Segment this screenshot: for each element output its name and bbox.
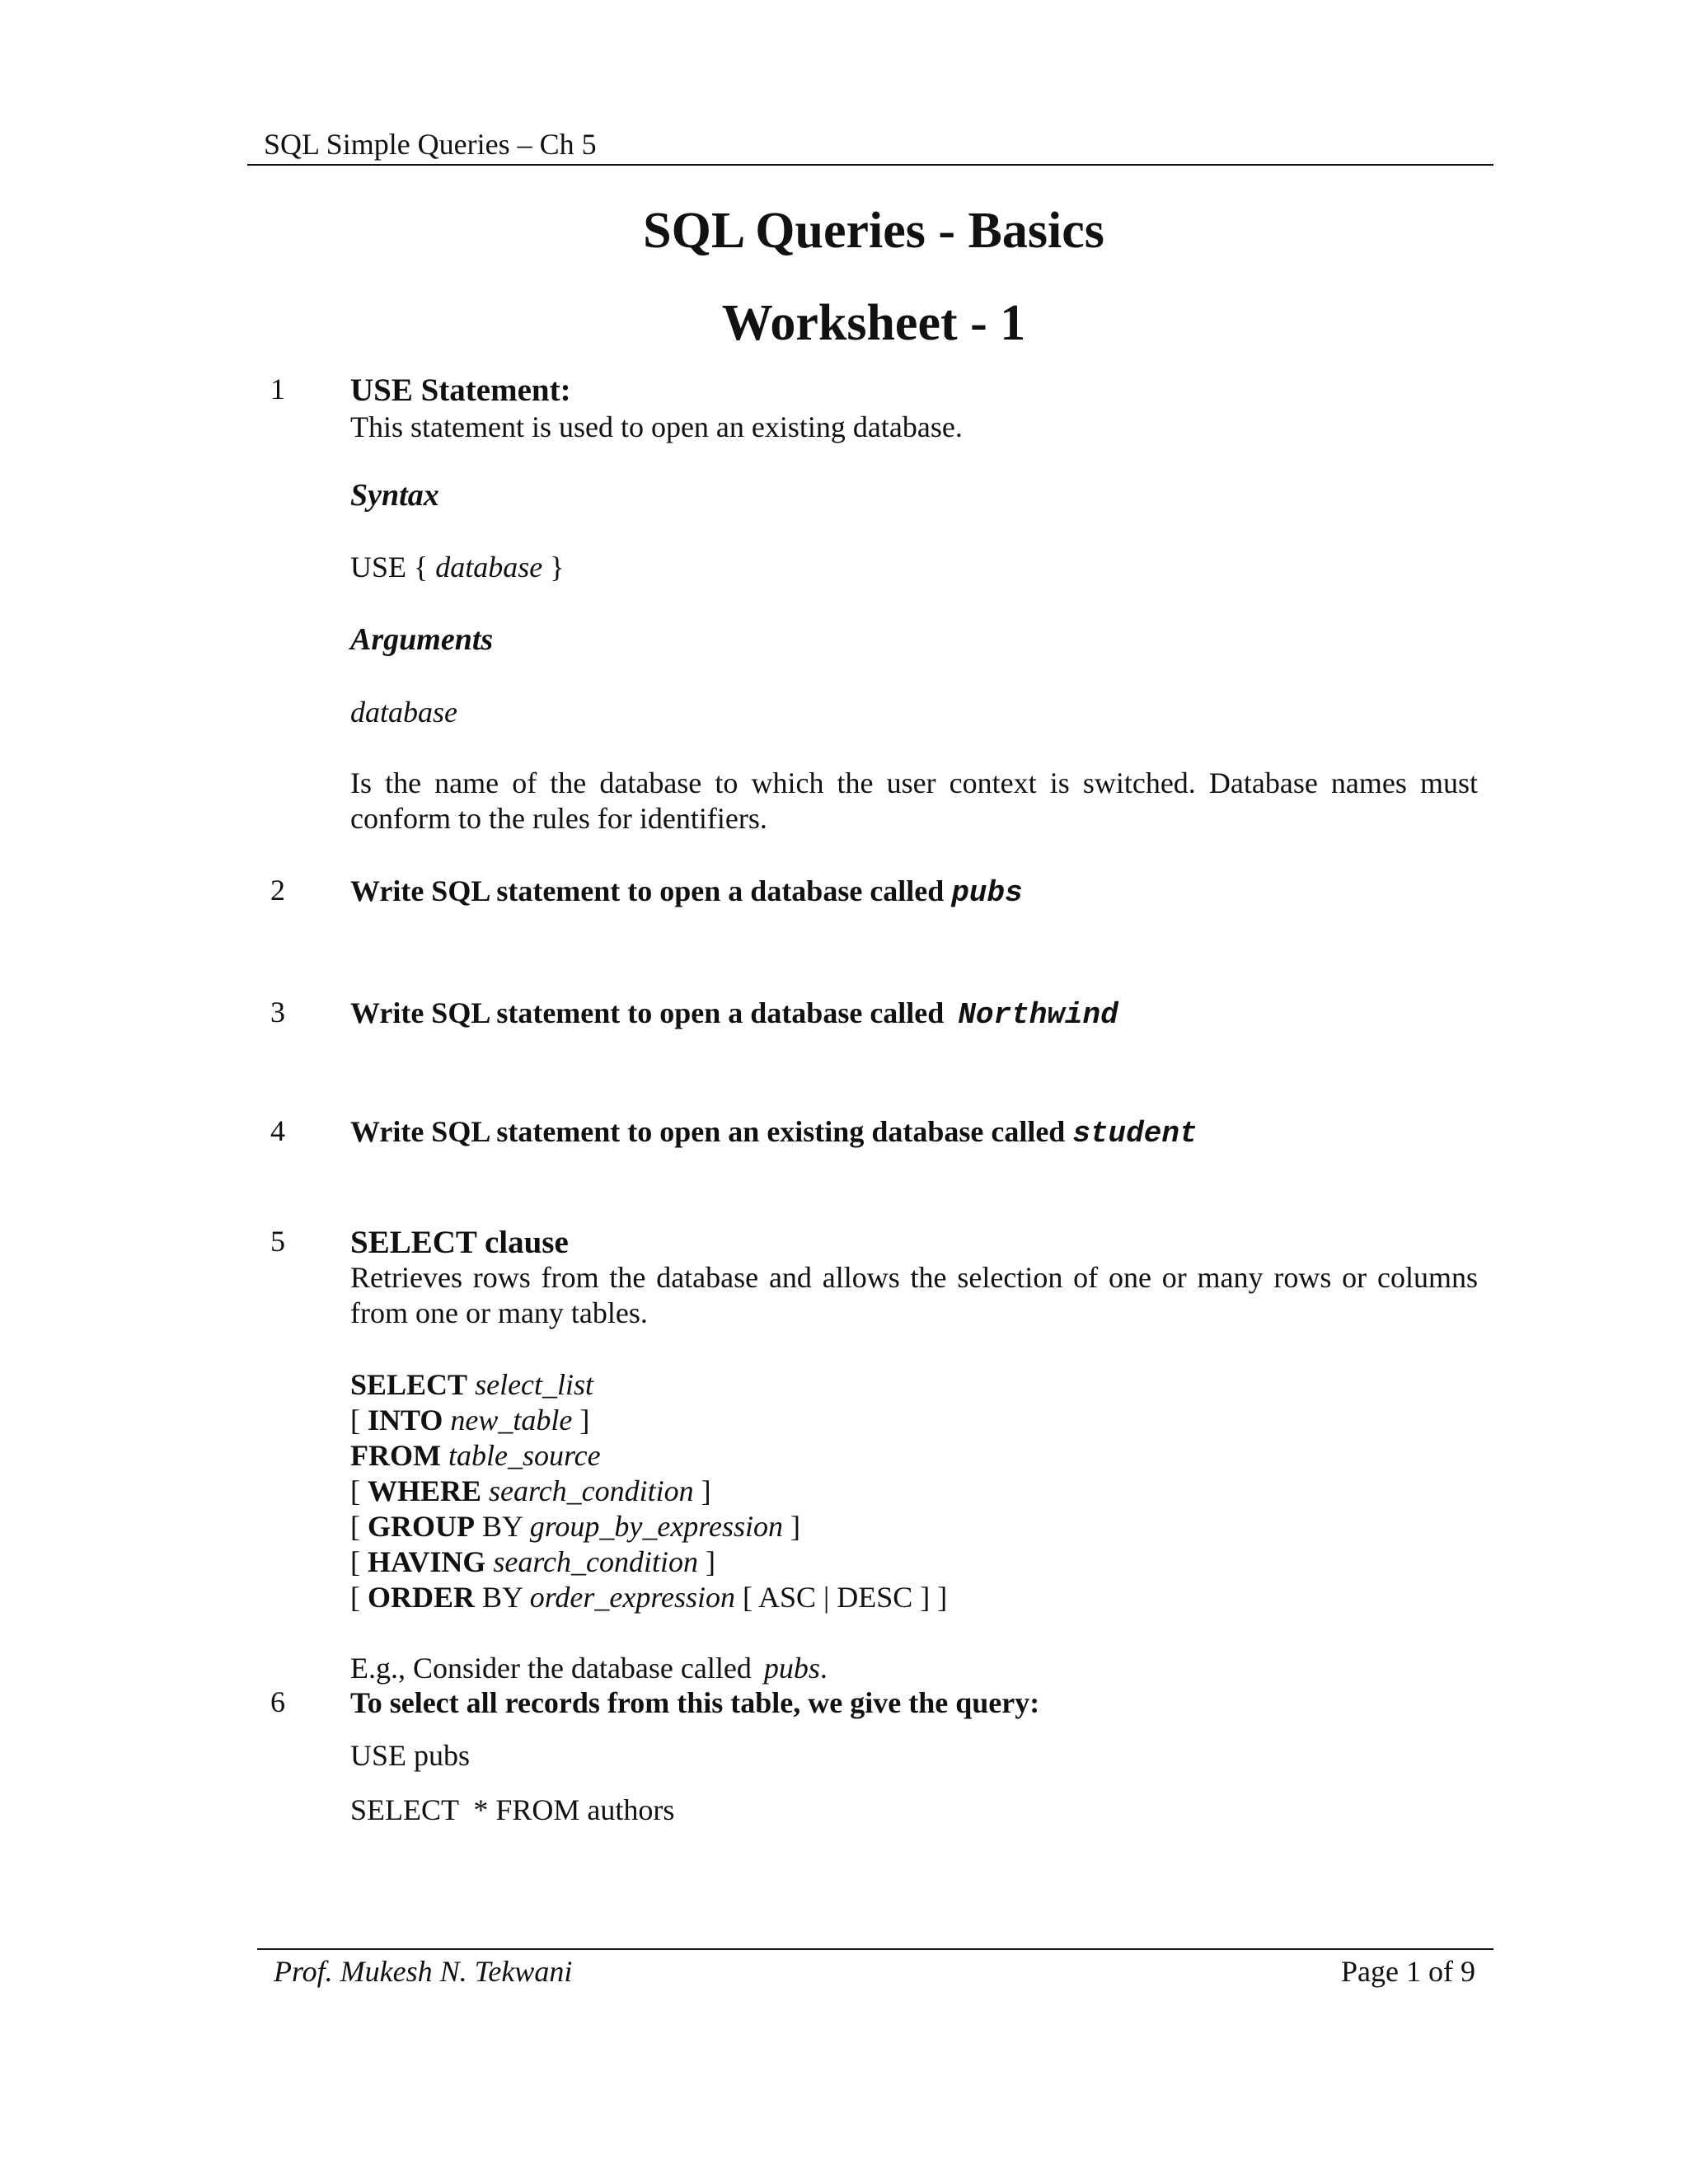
- item2-question: [350, 873, 1023, 912]
- select-syntax-line: [ GROUP BY group_by_expression ]: [350, 1510, 800, 1543]
- item4-text: Write SQL statement to open an existing database called: [350, 1115, 1066, 1148]
- footer-author: Prof. Mukesh N. Tekwani: [274, 1955, 573, 1988]
- use-syntax-open: {: [414, 551, 429, 583]
- syntax-keyword: SELECT: [350, 1368, 468, 1401]
- item-number-1: 1: [270, 373, 285, 405]
- item-number-2: 2: [270, 874, 285, 907]
- item5-description: Retrieves rows from the database and allows the selection of one or many rows or columns from one or many tables.: [350, 1261, 1478, 1329]
- argument-name: database: [350, 696, 457, 729]
- item-number-4: 4: [270, 1114, 285, 1147]
- use-syntax-keyword: USE: [350, 551, 407, 583]
- item2-db-name: pubs: [951, 876, 1023, 910]
- arguments-heading: Arguments: [350, 622, 494, 657]
- select-syntax-line: [ INTO new_table ]: [350, 1404, 590, 1436]
- item1-description: This statement is used to open an existing database.: [350, 410, 963, 443]
- select-syntax-line: [ ORDER BY order_expression [ ASC | DESC ] ]: [350, 1581, 948, 1614]
- use-syntax: [350, 549, 565, 585]
- example-intro: E.g., Consider the database called: [350, 1652, 752, 1685]
- example-line: [350, 1650, 828, 1686]
- code-line-use: USE pubs: [350, 1739, 471, 1772]
- syntax-keyword: FROM: [350, 1439, 441, 1472]
- syntax-argument: search_condition: [489, 1474, 694, 1507]
- footer-page-number: Page 1 of 9: [1341, 1955, 1475, 1988]
- header-rule: [247, 164, 1493, 166]
- syntax-heading: Syntax: [350, 478, 439, 513]
- syntax-keyword: ORDER: [368, 1581, 476, 1614]
- item-number-6: 6: [270, 1685, 285, 1718]
- item5-heading: SELECT clause: [350, 1225, 569, 1260]
- syntax-argument: order_expression: [529, 1581, 735, 1614]
- syntax-argument: search_condition: [493, 1545, 698, 1578]
- item-number-5: 5: [270, 1225, 285, 1258]
- footer-rule: [257, 1948, 1493, 1950]
- syntax-keyword: HAVING: [368, 1545, 486, 1578]
- syntax-argument: new_table: [450, 1404, 573, 1436]
- syntax-argument: select_list: [475, 1368, 594, 1401]
- use-syntax-close: }: [550, 551, 565, 583]
- item6-heading: To select all records from this table, we give the query:: [350, 1686, 1040, 1719]
- item4-question: [350, 1113, 1198, 1152]
- running-header: SQL Simple Queries – Ch 5: [264, 128, 597, 161]
- argument-description: Is the name of the database to which the user context is switched. Database names must conform to the rules for identifiers.: [350, 766, 1478, 835]
- use-syntax-arg: database: [435, 551, 543, 583]
- syntax-argument: table_source: [448, 1439, 601, 1472]
- syntax-keyword: GROUP: [368, 1510, 475, 1543]
- syntax-argument: group_by_expression: [529, 1510, 783, 1543]
- select-syntax-line: [350, 1366, 593, 1403]
- code-line-select: SELECT * FROM authors: [350, 1793, 675, 1826]
- item2-text: Write SQL statement to open a database called: [350, 874, 945, 907]
- select-syntax-line: [ WHERE search_condition ]: [350, 1474, 711, 1507]
- example-db: pubs: [763, 1652, 820, 1685]
- item4-db-name: student: [1072, 1117, 1198, 1151]
- select-syntax-line: [350, 1437, 601, 1474]
- syntax-keyword: INTO: [368, 1404, 443, 1436]
- item3-db-name: Northwind: [958, 998, 1118, 1032]
- syntax-keyword: WHERE: [368, 1474, 482, 1507]
- item3-text: Write SQL statement to open a database called: [350, 996, 945, 1029]
- item-number-3: 3: [270, 996, 285, 1029]
- item1-heading: USE Statement:: [350, 373, 571, 408]
- item3-question: [350, 995, 1118, 1033]
- document-subtitle: Worksheet - 1: [721, 295, 1026, 351]
- select-syntax-line: [ HAVING search_condition ]: [350, 1545, 715, 1578]
- document-title: SQL Queries - Basics: [643, 203, 1104, 259]
- example-end: .: [819, 1652, 828, 1685]
